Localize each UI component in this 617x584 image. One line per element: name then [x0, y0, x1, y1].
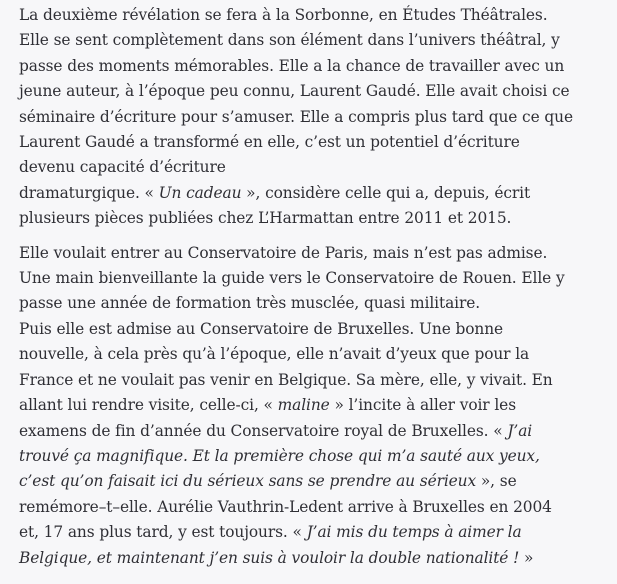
text-line: La deuxième révélation se fera à la Sorbonne, en Études Théâtrales. [19, 6, 548, 24]
text-line: Laurent Gaudé a transformé en elle, c’est un potentiel d’écriture [19, 133, 520, 152]
text-line: Elle se sent complètement dans son élément dans l’univers théâtral, y [19, 31, 560, 50]
paragraph-conservatoire [19, 241, 611, 571]
text-line: séminaire d’écriture pour s’amuser. Elle a compris plus tard que ce que [19, 107, 573, 126]
text-line: remémore–t–elle. Aurélie Vauthrin-Ledent arrive à Bruxelles en 2004 [19, 497, 552, 516]
text-line [19, 469, 611, 494]
text-line: jeune auteur, à l’époque peu connu, Laurent Gaudé. Elle avait choisi ce [19, 82, 570, 101]
text-line: passe des moments mémorables. Elle a la chance de travailler avec un [19, 56, 565, 75]
text-segment: » [519, 548, 534, 567]
text-segment: », se [476, 472, 517, 491]
text-line: Une main bienveillante la guide vers le Conservatoire de Rouen. Elle y [19, 269, 565, 288]
text-line [19, 181, 611, 206]
quote-italic: J’ai [507, 421, 533, 440]
text-segment: et, 17 ans plus tard, y est toujours. « [19, 523, 307, 542]
quote-italic: maline [277, 396, 330, 415]
text-line: passe une année de formation très musclée, quasi militaire. [19, 294, 481, 313]
text-line: Puis elle est admise au Conservatoire de Bruxelles. Une bonne [19, 319, 504, 338]
article-body [19, 3, 611, 571]
text-line: nouvelle, à cela près qu’à l’époque, elle n’avait d’yeux que pour la [19, 345, 530, 364]
text-line [19, 444, 611, 469]
quote-italic: Un cadeau [158, 183, 242, 202]
text-line [19, 393, 611, 418]
text-segment: examens de fin d’année du Conservatoire royal de Bruxelles. « [19, 421, 508, 440]
text-line [19, 520, 611, 545]
quote-italic: trouvé ça magnifique. Et la première chose qui m’a sauté aux yeux, [19, 446, 540, 465]
quote-italic: c’est qu’on faisait ici du sérieux sans se prendre au sérieux [19, 472, 477, 491]
text-line [19, 546, 611, 571]
text-line [19, 419, 611, 444]
text-segment: », considère celle qui a, depuis, écrit [241, 183, 531, 202]
text-line: Elle voulait entrer au Conservatoire de Paris, mais n’est pas admise. [19, 243, 548, 262]
text-segment: » l’incite à aller voir les [329, 396, 516, 415]
text-segment: allant lui rendre visite, celle-ci, « [19, 396, 278, 415]
text-segment: dramaturgique. « [19, 183, 159, 202]
quote-italic: Belgique, et maintenant j’en suis à vouloir la double nationalité ! [19, 548, 520, 567]
text-line: plusieurs pièces publiées chez L’Harmattan entre 2011 et 2015. [19, 209, 512, 228]
quote-italic: J’ai mis du temps à aimer la [306, 523, 522, 542]
text-line: France et ne voulait pas venir en Belgique. Sa mère, elle, y vivait. En [19, 370, 553, 389]
text-line: devenu capacité d’écriture [19, 158, 226, 177]
paragraph-sorbonne [19, 3, 611, 232]
